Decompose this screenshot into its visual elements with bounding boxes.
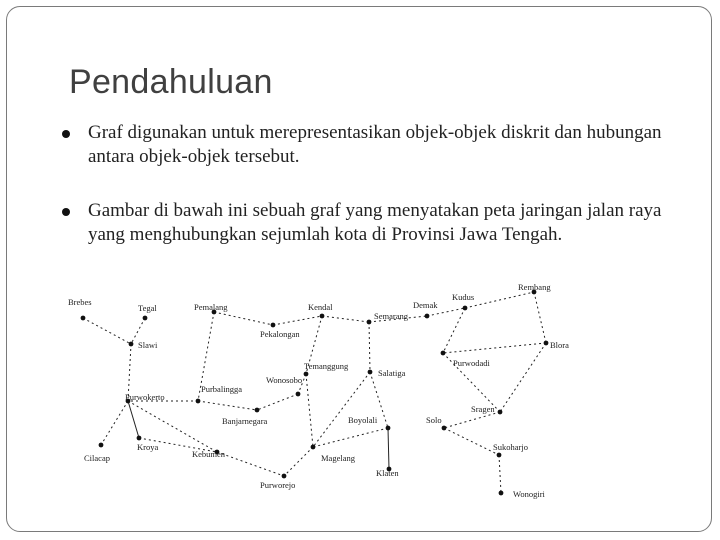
city-node: [386, 426, 391, 431]
road-edge: [534, 292, 546, 343]
city-label: Sukoharjo: [493, 442, 528, 452]
road-edge: [217, 452, 284, 476]
city-label: Solo: [426, 415, 442, 425]
city-label: Purwokerto: [125, 392, 165, 402]
city-node: [137, 436, 142, 441]
city-node: [129, 342, 134, 347]
road-edge: [500, 343, 546, 412]
road-edge: [101, 401, 128, 445]
city-label: Kebumen: [192, 449, 226, 459]
city-label: Purbalingga: [201, 384, 243, 394]
city-label: Brebes: [68, 297, 92, 307]
city-label: Banjarnegara: [222, 416, 268, 426]
city-node: [271, 323, 276, 328]
road-edge: [257, 394, 298, 410]
city-node: [499, 491, 504, 496]
city-label: Pemalang: [194, 302, 228, 312]
road-edge: [388, 428, 389, 469]
city-node: [425, 314, 430, 319]
road-edge: [273, 316, 322, 325]
city-node: [311, 445, 316, 450]
city-label: Pekalongan: [260, 329, 300, 339]
city-label: Sragen: [471, 404, 495, 414]
city-label: Kroya: [137, 442, 159, 452]
city-label: Kudus: [452, 292, 475, 302]
city-label: Wonogiri: [513, 489, 545, 499]
road-edge: [444, 412, 500, 428]
city-label: Rembang: [518, 282, 551, 292]
city-node: [498, 410, 503, 415]
city-node: [497, 453, 502, 458]
slide-title: Pendahuluan: [69, 63, 273, 101]
city-label: Purworejo: [260, 480, 296, 490]
city-node: [463, 306, 468, 311]
city-label: Kendal: [308, 302, 333, 312]
road-edge: [444, 428, 499, 455]
bullet-text: Graf digunakan untuk merepresentasikan objek-objek diskrit dan hubungan antara objek-objek tersebut.: [88, 122, 662, 167]
city-node: [282, 474, 287, 479]
city-label: Semarang: [374, 311, 408, 321]
city-label: Magelang: [321, 453, 355, 463]
road-edge: [198, 401, 257, 410]
road-edge: [306, 374, 313, 447]
city-label: Salatiga: [378, 368, 406, 378]
city-label: Boyolali: [348, 415, 378, 425]
city-label: Cilacap: [84, 453, 110, 463]
road-edge: [322, 316, 369, 322]
road-edge: [443, 343, 546, 353]
road-edge: [83, 318, 131, 344]
city-node: [196, 399, 201, 404]
city-label: Purwodadi: [453, 358, 490, 368]
city-label: Klaten: [376, 468, 399, 478]
city-label: Temanggung: [304, 361, 349, 371]
road-edge: [284, 447, 313, 476]
city-label: Slawi: [138, 340, 158, 350]
city-label: Demak: [413, 300, 438, 310]
city-node: [81, 316, 86, 321]
city-node: [367, 320, 372, 325]
road-edge: [499, 455, 501, 493]
city-label: Tegal: [138, 303, 157, 313]
city-node: [304, 372, 309, 377]
road-edge: [443, 308, 465, 353]
city-node: [441, 351, 446, 356]
city-label: Blora: [550, 340, 569, 350]
road-edge: [214, 312, 273, 325]
city-node: [296, 392, 301, 397]
road-edge: [313, 372, 370, 447]
city-node: [143, 316, 148, 321]
city-node: [320, 314, 325, 319]
road-edge: [313, 428, 388, 447]
city-node: [255, 408, 260, 413]
bullet-text: Gambar di bawah ini sebuah graf yang menyatakan peta jaringan jalan raya yang menghubungkan sejumlah kota di Provinsi Jawa Tengah.: [88, 200, 662, 245]
road-edge: [465, 292, 534, 308]
city-node: [442, 426, 447, 431]
city-node: [544, 341, 549, 346]
city-label: Wonosobo: [266, 375, 303, 385]
city-node: [368, 370, 373, 375]
city-node: [99, 443, 104, 448]
road-edge: [369, 322, 370, 372]
